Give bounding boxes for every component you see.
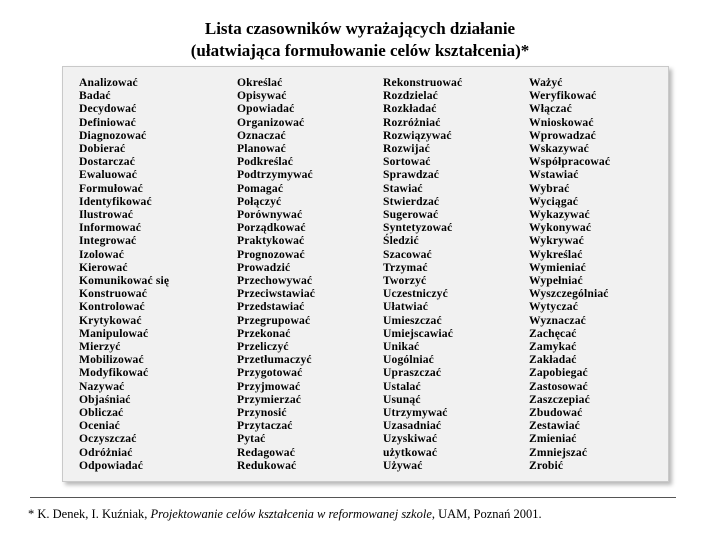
verb-item: Prowadzić [237,260,291,274]
verb-item: Komunikować się [79,274,170,288]
verb-item: Zmniejszać [529,445,588,459]
verb-item: Wprowadzać [529,128,596,142]
verb-item: Wyznaczać [529,313,586,327]
verb-item: Zrobić [529,458,564,472]
verb-item: Sprawdzać [383,168,440,182]
verb-item: Formułować [79,181,143,195]
verb-item: Podkreślać [237,155,294,169]
verb-item: Izolować [79,247,124,261]
verb-item: Wymieniać [529,260,586,274]
verb-item: Umieszczać [383,313,442,327]
verb-list-panel [62,66,669,482]
verb-item: Dostarczać [79,155,136,169]
page-title [0,18,720,62]
verb-item: Wyszczególniać [529,287,609,301]
verb-item: Wstawiać [529,168,579,182]
verb-item: Przeliczyć [237,340,289,354]
verb-item: Śledzić [383,234,419,248]
verb-item: Objaśniać [79,392,131,406]
verb-item: Wskazywać [529,142,589,156]
verb-item: Przygotować [237,366,303,380]
verb-item: Rozkładać [383,102,437,116]
verb-item: Syntetyzować [383,221,453,235]
verb-item: Decydować [79,102,137,116]
verb-item: Oznaczać [237,128,286,142]
verb-item: Ustalać [383,379,421,393]
verb-item: Praktykować [237,234,305,248]
verb-item: Tworzyć [383,274,427,288]
verb-item: Przeciwstawiać [237,287,316,301]
verb-item: Analizować [79,76,138,89]
verb-item: Prognozować [237,247,305,261]
verb-item: Krytykować [79,313,142,327]
verb-item: Zachęcać [529,326,577,340]
verb-item: Wytyczać [529,300,579,314]
verb-item: Ilustrować [79,208,134,222]
verb-item: Połączyć [237,194,282,208]
verb-item: Uzyskiwać [383,432,438,446]
verb-item: Wybrać [529,181,570,195]
verb-item: Zastosować [529,379,588,393]
verb-item: Uzasadniać [383,419,442,433]
verb-item: Usunąć [383,392,421,406]
verb-item: Zakładać [529,353,577,367]
verb-item: Przetłumaczyć [237,353,312,367]
verb-item: Zapobiegać [529,366,588,380]
verb-item: użytkować [383,445,438,459]
verb-item: Rekonstruować [383,76,463,89]
verb-item: Zamykać [529,340,577,354]
verb-item: Rozróżniać [383,115,441,129]
verb-item: Przekonać [237,326,291,340]
footnote-publisher: , UAM, Poznań 2001. [431,507,542,521]
verb-item: Pomagać [237,181,284,195]
verb-item: Zestawiać [529,419,580,433]
verb-item: Wykazywać [529,208,590,222]
verb-item: Przyjmować [237,379,301,393]
verb-item: Mierzyć [79,340,121,354]
verb-item: Włączać [529,102,572,116]
verb-item: Rozwiązywać [383,128,452,142]
verb-item: Wnioskować [529,115,594,129]
verb-item: Planować [237,142,286,156]
verb-item: Organizować [237,115,305,129]
verb-item: Zbudować [529,406,583,420]
verb-item: Konstruować [79,287,147,301]
verb-item: Kierować [79,260,128,274]
verb-column-2 [237,76,315,472]
verb-item: Diagnozować [79,128,147,142]
verb-item: Identyfikować [79,194,152,208]
verb-item: Nazywać [79,379,125,393]
verb-item: Szacować [383,247,432,261]
verb-item: Odróżniać [79,445,133,459]
verb-item: Współpracować [529,155,611,169]
verb-item: Rozdzielać [383,89,438,103]
verb-item: Wykrywać [529,234,584,248]
verb-item: Przechowywać [237,274,313,288]
verb-item: Porządkować [237,221,306,235]
verb-item: Weryfikować [529,89,597,103]
verb-item: Redukować [237,458,297,472]
verb-item: Oczyszczać [79,432,137,446]
verb-item: Obliczać [79,406,124,420]
verb-item: Stwierdzać [383,194,440,208]
verb-item: Przytaczać [237,419,293,433]
footnote-divider [30,497,676,498]
verb-item: Kontrolować [79,300,145,314]
verb-item: Definiować [79,115,136,129]
verb-item: Ułatwiać [383,300,428,314]
verb-item: Przynosić [237,406,287,420]
title-line-2: (ułatwiająca formułowanie celów kształcenia)* [190,41,530,60]
verb-item: Przymierzać [237,392,302,406]
footnote-book-title: Projektowanie celów kształcenia w reformowanej szkole [150,507,432,521]
verb-item: Upraszczać [383,366,442,380]
verb-item: Oceniać [79,419,120,433]
verb-item: Odpowiadać [79,458,143,472]
verb-item: Wyciągać [529,194,579,208]
verb-item: Integrować [79,234,137,248]
footnote [28,506,708,522]
verb-item: Sortować [383,155,431,169]
verb-item: Wykonywać [529,221,592,235]
verb-item: Redagować [237,445,296,459]
verb-item: Mobilizować [79,353,144,367]
verb-item: Porównywać [237,208,303,222]
verb-item: Zmieniać [529,432,577,446]
verb-item: Opowiadać [237,102,295,116]
verb-item: Stawiać [383,181,423,195]
verb-item: Utrzymywać [383,406,448,420]
verb-column-3 [383,76,462,472]
verb-item: Wykreślać [529,247,583,261]
verb-item: Określać [237,76,283,89]
verb-item: Badać [79,89,111,103]
verb-item: Uogólniać [383,353,434,367]
verb-item: Przegrupować [237,313,311,327]
verb-item: Zaszczepiać [529,392,590,406]
verb-item: Trzymać [383,260,428,274]
verb-item: Unikać [383,340,420,354]
verb-item: Umiejscawiać [383,326,454,340]
footnote-authors: * K. Denek, I. Kuźniak, [28,507,151,521]
verb-item: Podtrzymywać [237,168,313,182]
verb-item: Modyfikować [79,366,149,380]
verb-item: Pytać [237,432,266,446]
verb-item: Manipulować [79,326,149,340]
verb-item: Ważyć [529,76,563,89]
verb-item: Opisywać [237,89,287,103]
verb-item: Informować [79,221,142,235]
verb-item: Używać [383,458,423,472]
title-line-1: Lista czasowników wyrażających działanie [204,19,516,38]
verb-item: Uczestniczyć [383,287,448,301]
verb-item: Przedstawiać [237,300,305,314]
verb-item: Dobierać [79,142,126,156]
verb-column-4 [529,76,610,472]
verb-item: Sugerować [383,208,439,222]
verb-item: Rozwijać [383,142,430,156]
verb-item: Wypełniać [529,274,583,288]
verb-column-1 [79,76,169,472]
verb-item: Ewaluować [79,168,138,182]
